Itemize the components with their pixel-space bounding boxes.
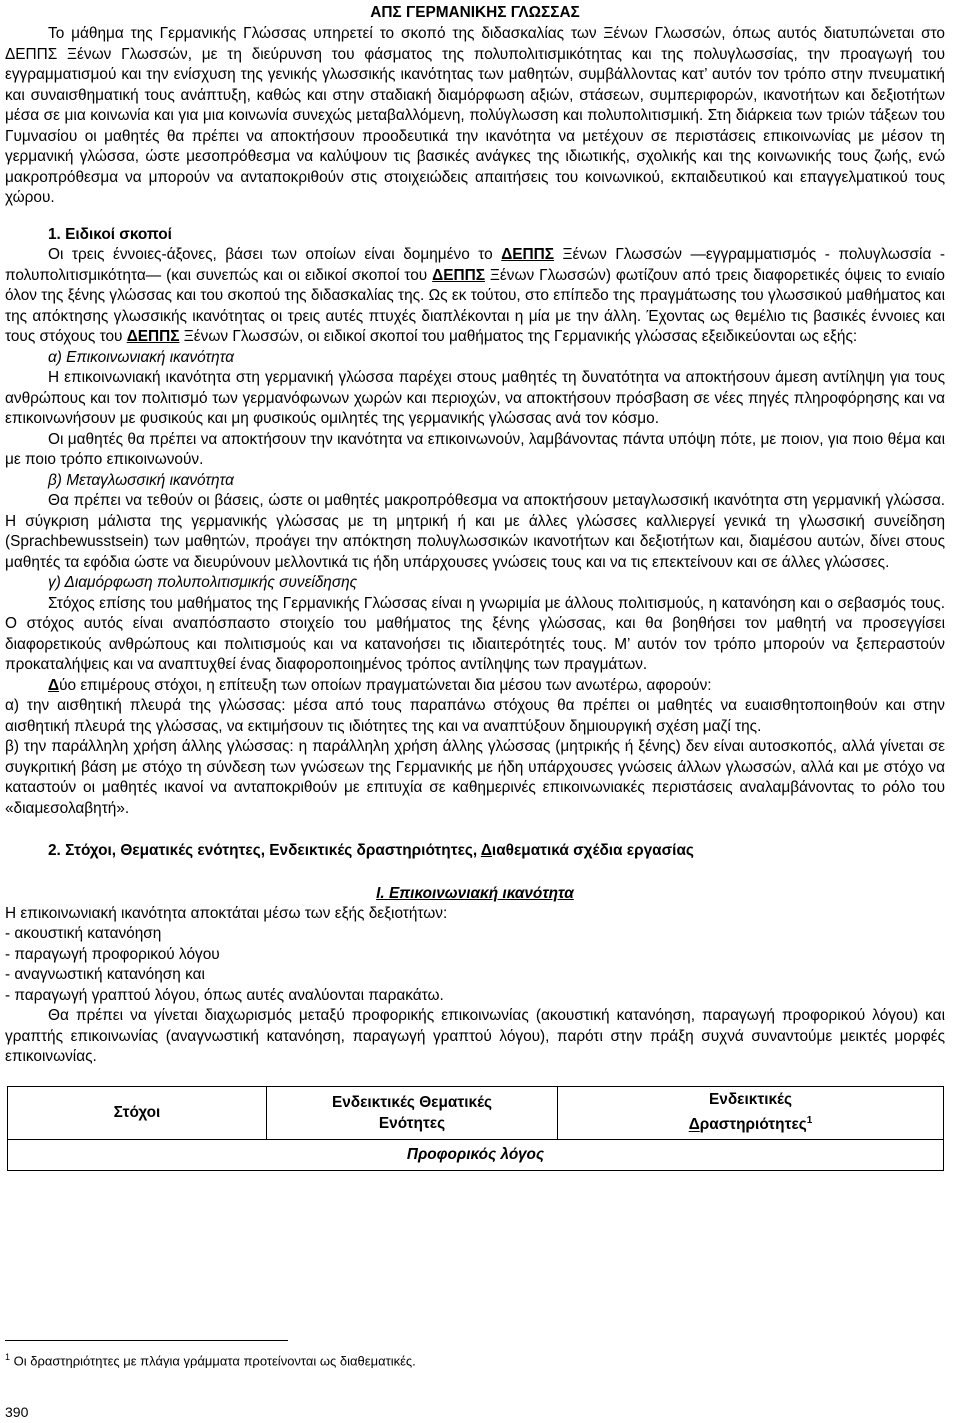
- skill-list-item: - παραγωγή γραπτού λόγου, όπως αυτές αναλύονται παρακάτω.: [5, 986, 444, 1004]
- subsection-b-paragraph: Θα πρέπει να τεθούν οι βάσεις, ώστε οι μαθητές μακροπρόθεσμα να αποκτήσουν μεταγλωσσική ικανότητα στη γερμανική γλώσσα. Η σύγκριση μάλιστα της γερμανικής γλώσσας με τη μητρική ή και με άλλες γλώσσες καλλιεργεί γενικά τη γλωσσική συνείδηση (Sprachbewusstsein) των μαθητών, προάγει την απόκτηση πολυγλωσσικών ικανοτήτων και δεξιοτήτων και, διαμέσου αυτών, δίνει στους μαθητές τα εφόδια ώστε να διευρύνουν μελλοντικά τις ήδη υπάρχουσες γνώσεις τους και να τις επεκτείνουν και σε άλλες γλώσσες.: [5, 492, 945, 571]
- skill-list-item: - παραγωγή προφορικού λόγου: [5, 945, 220, 963]
- text-run: Ξένων Γλωσσών, οι ειδικοί σκοποί του μαθήματος της Γερμανικής γλώσσας εξειδικεύονται ως εξής:: [179, 328, 858, 345]
- table-header-thematic-units: [267, 1086, 558, 1139]
- subsection-a-paragraph-2: Οι μαθητές θα πρέπει να αποκτήσουν την ικανότητα να επικοινωνούν, λαμβάνοντας πάντα υπόψη πότε, με ποιον, για ποιο θέμα και με ποιο τρόπο επικοινωνούν.: [5, 430, 945, 468]
- skill-list-item: - αναγνωστική κατανόηση και: [5, 966, 205, 983]
- intro-paragraph: Το μάθημα της Γερμανικής Γλώσσας υπηρετεί το σκοπό της διδασκαλίας των Ξένων Γλωσσών, όπως αυτός διατυπώνεται στο ΔΕΠΠΣ Ξένων Γλωσσών, με τη διεύρυνση του φάσματος της πολυπολιτισμικότητας και της πολυγλωσσίας, την προαγωγή του εγγραμματισμού και την ενίσχυση της γενικής γλωσσικής ικανότητας των μαθητών, συμβάλλοντας κατ’ αυτόν τον τρόπο στην πνευματική και συναισθηματική τους ανάπτυξη, καθώς και στην σταδιακή διαμόρφωση αξιών, στάσεων, συμπεριφορών, ικανοτήτων και δεξιοτήτων μέσα σε μια κοινωνία και για μια κοινωνία συνεχώς μεταβαλλόμενη, πολύγλωσση και πολυπολιτισμική. Στη διάρκεια των τριών τάξεων του Γυμνασίου οι μαθητές θα πρέπει να αποκτήσουν προοδευτικά την ικανότητα να μετέχουν σε περιστάσεις επικοινωνίας με μέσον τη γερμανική γλώσσα, ώστε μεσοπρόθεσμα να καλύψουν τις βασικές ανάγκες της ιδιωτικής, σχολικής και της κοινωνικής τους ζωής, ενώ μακροπρόθεσμα να μπορούν να ανταποκριθούν στις στοιχειώδεις απαιτήσεις του κοινωνικού, εκπαιδευτικού και επαγγελματικού τους χώρου.: [5, 25, 945, 206]
- communicative-competence-heading: [5, 884, 945, 904]
- communication-note: Θα πρέπει να γίνεται διαχωρισμός μεταξύ προφορικής επικοινωνίας (ακουστική κατανόηση, παραγωγή προφορικού λόγου) και γραπτής επικοινωνίας (αναγνωστική κατανόηση, παραγωγή γραπτού λόγου), παρότι στην πράξη συχνά συναντούμε μεικτές μορφές επικοινωνίας.: [5, 1007, 945, 1065]
- page-number: 390: [5, 1404, 29, 1420]
- subsection-a-paragraph-1: Η επικοινωνιακή ικανότητα στη γερμανική γλώσσα παρέχει στους μαθητές τη δυνατότητα να αποκτήσουν άμεση αντίληψη για τους ανθρώπους και τον πολιτισμό των γερμανόφωνων χωρών και περιοχών, να αποκτήσουν πρόσβαση σε νέες πηγές πληροφόρησης και να επικοινωνήσουν με φυσικούς και μη φυσικούς ομιλητές της γερμανικής γλώσσας ανά τον κόσμο.: [5, 369, 945, 427]
- subsection-c-heading: γ) Διαμόρφωση πολυπολιτισμικής συνείδησης: [48, 574, 358, 591]
- section1-heading: 1. Ειδικοί σκοποί: [48, 225, 172, 243]
- text-run: Οι τρεις έννοιες-άξονες, βάσει των οποίων είναι δομημένο το: [48, 246, 502, 263]
- text-run: Ενδεικτικές: [709, 1091, 792, 1109]
- goal-beta: β) την παράλληλη χρήση άλλης γλώσσας: η παράλληλη χρήση άλλης γλώσσας (μητρικής ή ξένης) δεν είναι αυτοσκοπός, αλλά γίνεται σε συγκριτική βάση με στόχο τη σύνδεση των γνώσεων της Γερμανικής με ήδη υπάρχουσες γνώσεις άλλων γλωσσών, αλλά και με στόχο να καταστούν οι μαθητές ικανοί να ανταποκριθούν με επιτυχία σε καθημερινές επικοινωνιακές περιστάσεις αναλαμβάνοντας το ρόλο του «διαμεσολαβητή».: [5, 738, 945, 817]
- text-run: ιαθεματικά σχέδια εργασίας: [491, 842, 694, 859]
- depps-abbrev: ΔΕΠΠΣ: [432, 266, 485, 284]
- text-run: Δ: [688, 1116, 700, 1134]
- subsection-c-paragraph: Στόχος επίσης του μαθήματος της Γερμανικής Γλώσσας είναι η γνωριμία με άλλους πολιτισμούς, η κατανόηση και ο σεβασμός τους. Ο στόχος αυτός είναι αναπόσπαστο στοιχείο του μαθήματος της ξένης γλώσσας, και θα βοηθήσει τον μαθητή να προσεγγίσει διαφορετικούς ανθρώπους και πολιτισμούς και να κατανοήσει τις ιδιαιτερότητές τους. Μ’ αυτόν τον τρόπο μπορούν να ξεπεραστούν προκαταλήψεις και να αναπτυχθεί ένας διαφοροποιημένος τρόπος αντίληψης των πραγμάτων.: [5, 594, 945, 673]
- section2-heading: [5, 841, 945, 862]
- table-header-row: [8, 1086, 944, 1139]
- text-run: Ξένων Γλωσσών —εγγραμματισμός - πολυγλωσσία - πολυπολιτισμικότητα— (και συνεπώς και οι ειδικοί σκοποί του: [5, 246, 945, 284]
- depps-abbrev: ΔΕΠΠΣ: [501, 246, 555, 263]
- text-run: Ξένων Γλωσσών) φωτίζουν από τρεις διαφορετικές όψεις το ενιαίο όλον της ξένης γλώσσας και του σκοπού της διδασκαλίας της. Ως εκ τούτου, στο επίπεδο της πραγμάτωσης του γλωσσικού μαθήματος και της απόκτησης γλωσσικής ικανότητας οι τρεις αυτές πτυχές διαπλέκονται η μία με την άλλη. Έχοντας ως θεμέλιο τις βασικές έννοιες και τους στόχους του: [5, 266, 945, 345]
- text-run: ύο επιμέρους στόχοι, η επίτευξη των οποίων πραγματώνεται δια μέσου των ανωτέρω, αφορούν:: [59, 676, 712, 694]
- goal-alpha: α) την αισθητική πλευρά της γλώσσας: μέσα από τους παραπάνω στόχους θα πρέπει οι μαθητές να ευαισθητοποιηθούν και στην αισθητική πλευρά της γλώσσας, να εκτιμήσουν τις ιδιότητες της και να αναπτύξουν δημιουργική σχέση μαζί της.: [5, 697, 945, 735]
- text-run: ραστηριότητες: [699, 1116, 807, 1134]
- table-header-activities: [558, 1086, 944, 1139]
- depps-abbrev: ΔΕΠΠΣ: [126, 328, 180, 345]
- text-run: Δ: [48, 676, 60, 694]
- footnote-ref: 1: [806, 1115, 813, 1127]
- section1-paragraph: [5, 245, 945, 348]
- table-header-goals: Στόχοι: [8, 1086, 267, 1139]
- text-run: Ι. Επικοινωνιακή ικανότητα: [376, 884, 574, 902]
- footnote-divider: [5, 1340, 288, 1341]
- document-title: ΑΠΣ ΓΕΡΜΑΝΙΚΗΣ ΓΛΩΣΣΑΣ: [370, 4, 580, 21]
- text-run: Ενδεικτικές Θεματικές: [331, 1093, 493, 1111]
- table-row-oral-speech: Προφορικός λόγος: [8, 1139, 944, 1170]
- text-run: Δ: [480, 842, 492, 859]
- footnote: [5, 1352, 416, 1368]
- document-page: [5, 0, 945, 1420]
- footnote-text: Οι δραστηριότητες με πλάγια γράμματα προτείνονται ως διαθεματικές.: [10, 1353, 416, 1369]
- table-row: [8, 1139, 944, 1170]
- two-goals-lead: [5, 676, 945, 697]
- text-run: 2. Στόχοι, Θεματικές ενότητες, Ενδεικτικές δραστηριότητες,: [48, 842, 481, 859]
- subsection-a-heading: α) Επικοινωνιακή ικανότητα: [48, 348, 234, 366]
- skills-lead: Η επικοινωνιακή ικανότητα αποκτάται μέσω των εξής δεξιοτήτων:: [5, 904, 448, 922]
- goals-table: [7, 1086, 944, 1171]
- footnote-number: 1: [5, 1352, 11, 1362]
- text-run: Ενότητες: [378, 1114, 446, 1132]
- skill-list-item: - ακουστική κατανόηση: [5, 925, 162, 942]
- subsection-b-heading: β) Μεταγλωσσική ικανότητα: [48, 471, 234, 489]
